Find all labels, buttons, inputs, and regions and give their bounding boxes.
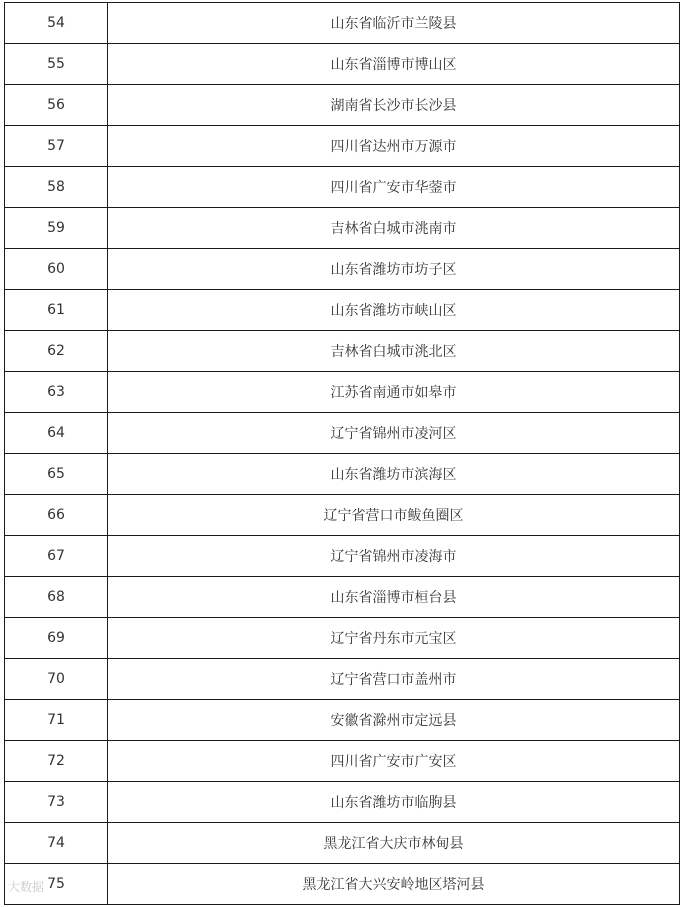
table-row: [5, 577, 680, 618]
table-row: [5, 85, 680, 126]
region-name: 辽宁省锦州市凌河区: [108, 413, 680, 454]
region-name: 山东省潍坊市临朐县: [108, 782, 680, 823]
table-row: [5, 290, 680, 331]
table-row: [5, 700, 680, 741]
row-number: 70: [5, 659, 108, 700]
table-row: [5, 167, 680, 208]
region-name: 山东省潍坊市峡山区: [108, 290, 680, 331]
region-name: 辽宁省丹东市元宝区: [108, 618, 680, 659]
table-row: [5, 3, 680, 44]
row-number: 63: [5, 372, 108, 413]
table-row: [5, 782, 680, 823]
table-row: [5, 864, 680, 905]
region-name: 辽宁省营口市鲅鱼圈区: [108, 495, 680, 536]
region-name: 吉林省白城市洮北区: [108, 331, 680, 372]
row-number: 55: [5, 44, 108, 85]
table-row: [5, 495, 680, 536]
region-name: 黑龙江省大兴安岭地区塔河县: [108, 864, 680, 905]
table-row: [5, 249, 680, 290]
row-number: 74: [5, 823, 108, 864]
table-row: [5, 536, 680, 577]
row-number: 62: [5, 331, 108, 372]
table-row: [5, 823, 680, 864]
watermark: [8, 878, 44, 895]
region-name: 辽宁省锦州市凌海市: [108, 536, 680, 577]
row-number: 65: [5, 454, 108, 495]
table-row: [5, 208, 680, 249]
row-number: 68: [5, 577, 108, 618]
region-name: 四川省广安市华蓥市: [108, 167, 680, 208]
row-number: 73: [5, 782, 108, 823]
region-table-body: [5, 3, 680, 905]
region-name: 山东省临沂市兰陵县: [108, 3, 680, 44]
region-name: 江苏省南通市如皋市: [108, 372, 680, 413]
region-name: 湖南省长沙市长沙县: [108, 85, 680, 126]
row-number: 75: [5, 864, 108, 905]
region-name: 辽宁省营口市盖州市: [108, 659, 680, 700]
row-number: 67: [5, 536, 108, 577]
row-number: 54: [5, 3, 108, 44]
row-number: 64: [5, 413, 108, 454]
table-row: [5, 126, 680, 167]
region-name: 安徽省滁州市定远县: [108, 700, 680, 741]
table-row: [5, 44, 680, 85]
region-name: 四川省广安市广安区: [108, 741, 680, 782]
table-row: [5, 413, 680, 454]
table-row: [5, 454, 680, 495]
table-row: [5, 741, 680, 782]
row-number: 71: [5, 700, 108, 741]
region-name: 黑龙江省大庆市林甸县: [108, 823, 680, 864]
row-number: 61: [5, 290, 108, 331]
row-number: 57: [5, 126, 108, 167]
region-name: 山东省潍坊市坊子区: [108, 249, 680, 290]
row-number: 58: [5, 167, 108, 208]
row-number: 72: [5, 741, 108, 782]
region-table: [4, 2, 680, 905]
region-name: 山东省潍坊市滨海区: [108, 454, 680, 495]
watermark-text: 大数据: [8, 880, 45, 894]
table-row: [5, 372, 680, 413]
table-row: [5, 618, 680, 659]
region-name: 吉林省白城市洮南市: [108, 208, 680, 249]
table-row: [5, 331, 680, 372]
region-name: 山东省淄博市桓台县: [108, 577, 680, 618]
region-name: 山东省淄博市博山区: [108, 44, 680, 85]
row-number: 69: [5, 618, 108, 659]
row-number: 66: [5, 495, 108, 536]
row-number: 56: [5, 85, 108, 126]
table-row: [5, 659, 680, 700]
region-name: 四川省达州市万源市: [108, 126, 680, 167]
row-number: 59: [5, 208, 108, 249]
row-number: 60: [5, 249, 108, 290]
